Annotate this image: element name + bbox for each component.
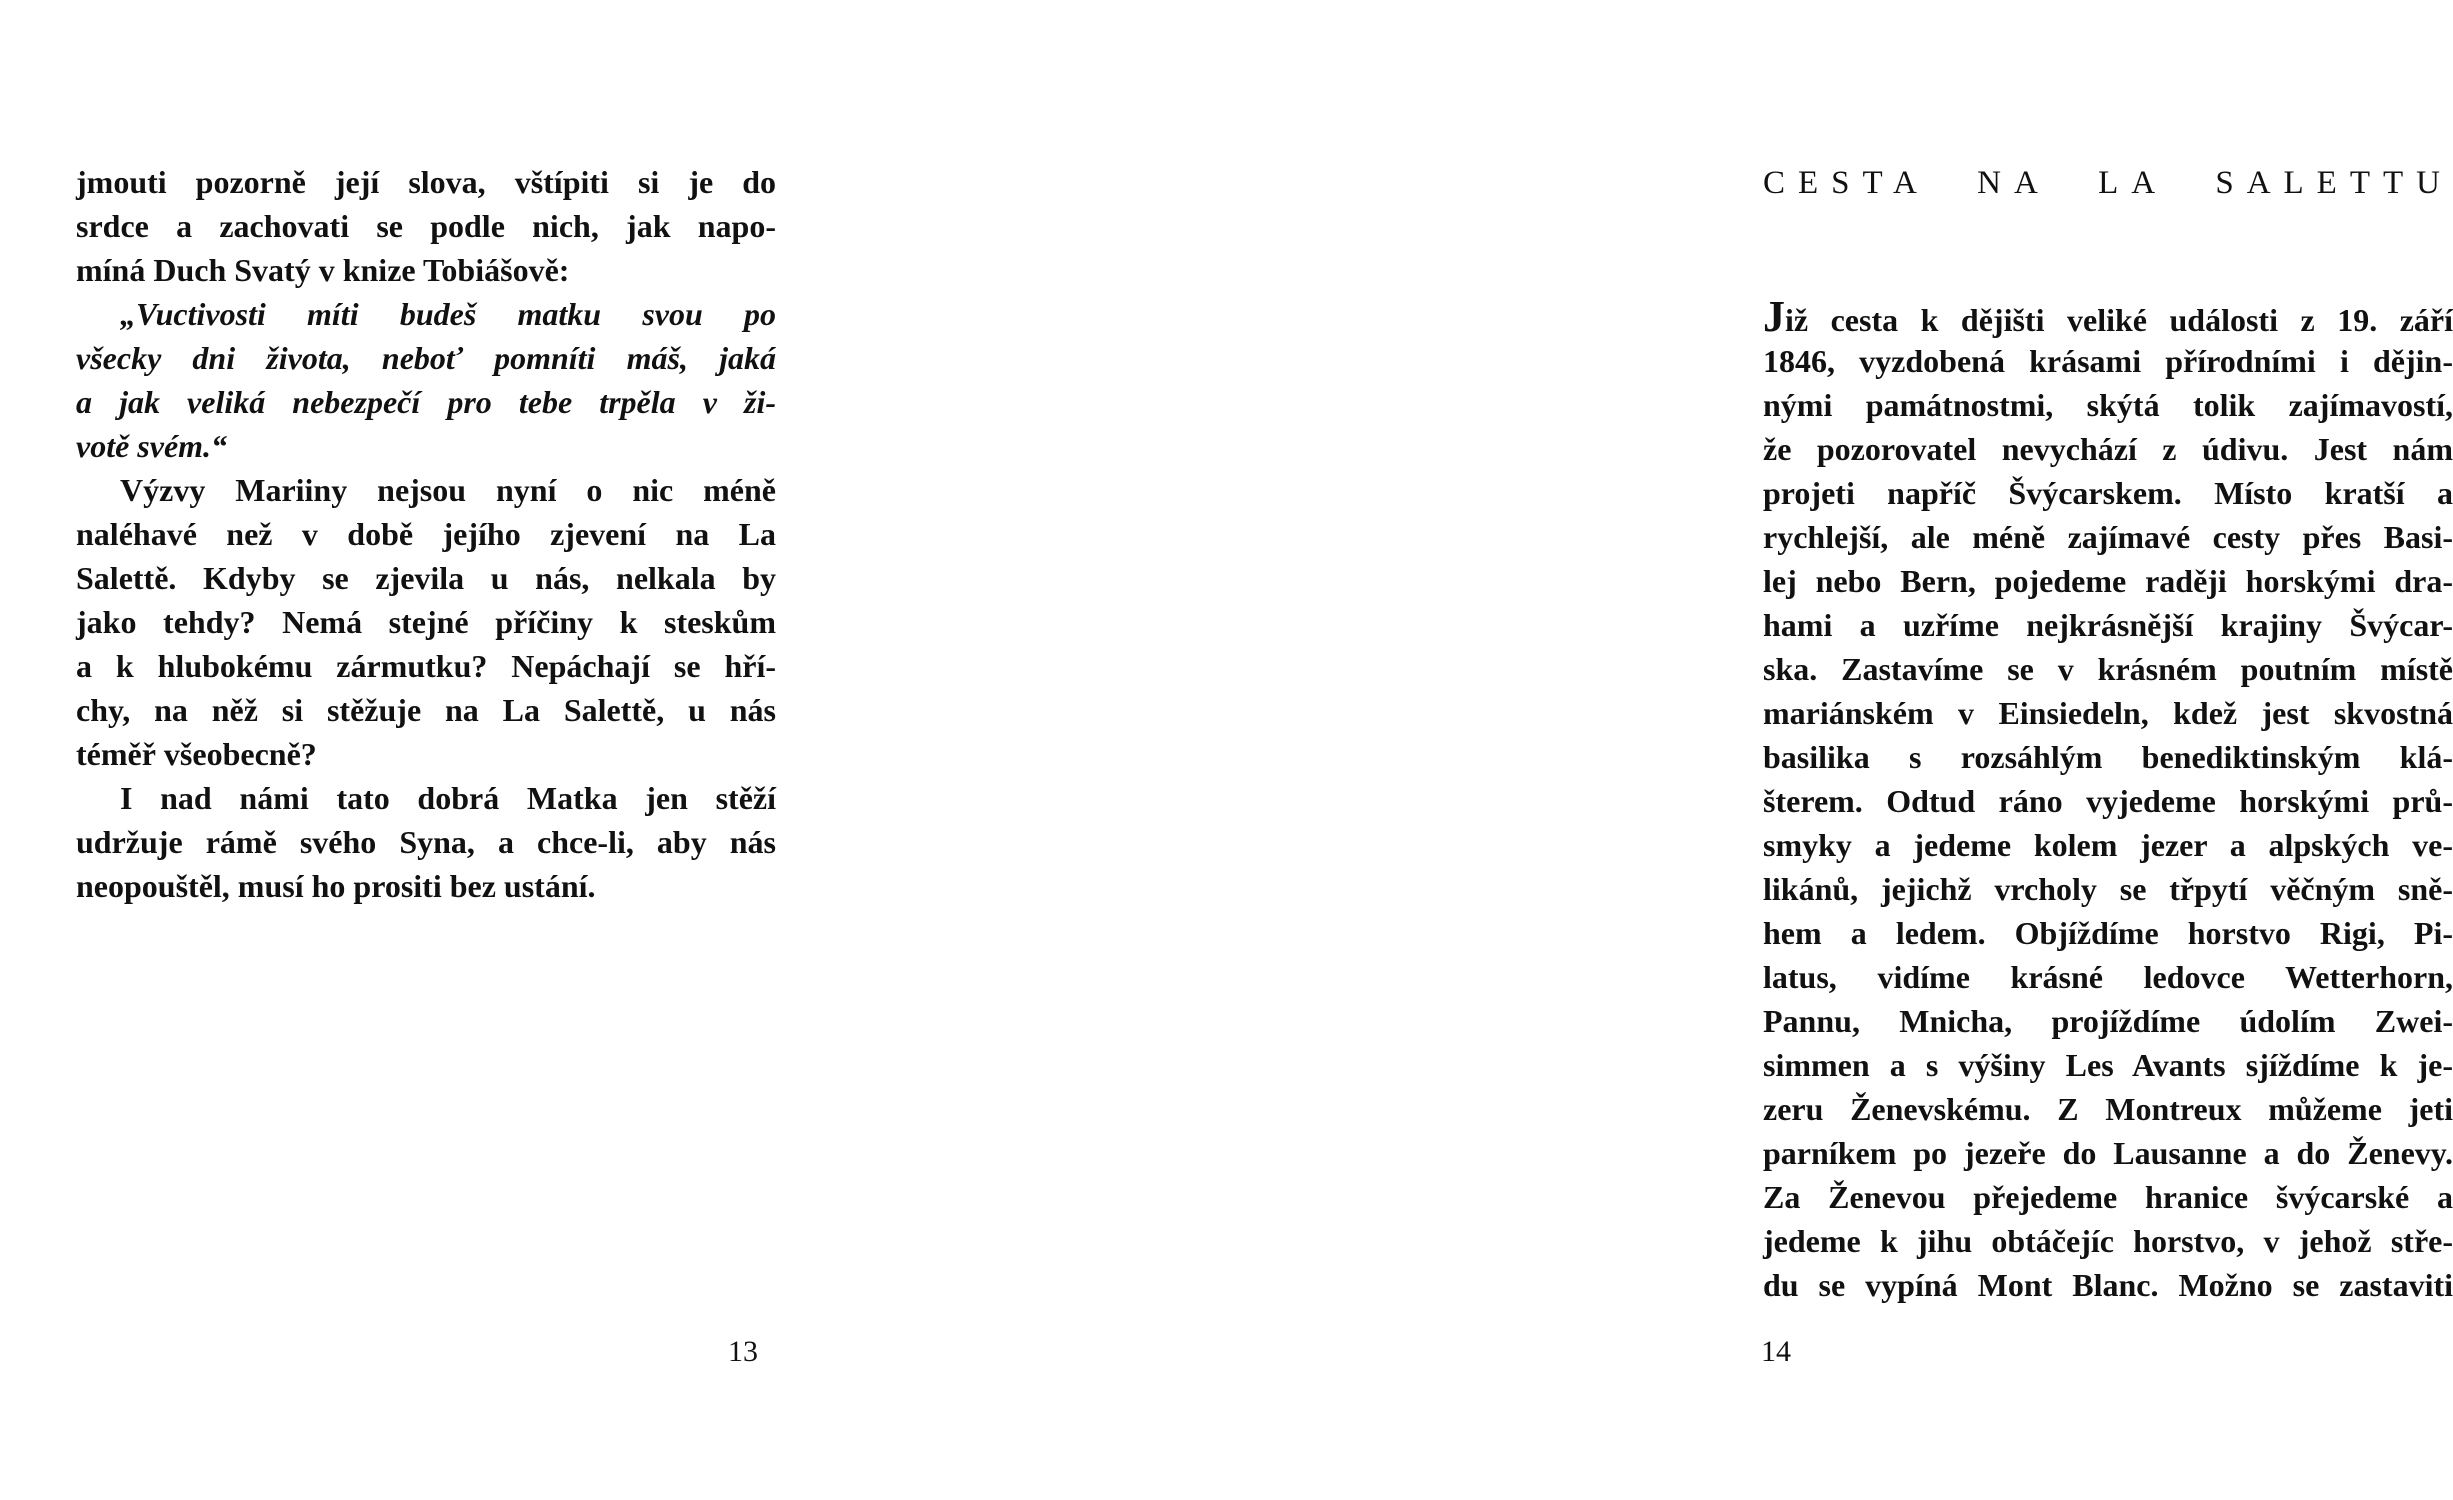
left-page-number: 13 bbox=[728, 1335, 758, 1368]
text-line: lej nebo Bern, pojedeme raději horskými dra- bbox=[1763, 563, 2453, 599]
text-line: jedeme k jihu obtáčejíc horstvo, v jehož stře- bbox=[1763, 1223, 2453, 1259]
first-line-text: iž cesta k dějišti veliké události z 19. září bbox=[1785, 302, 2453, 338]
left-page-text bbox=[76, 160, 776, 908]
text-line: ska. Zastavíme se v krásném poutním místě bbox=[1763, 651, 2453, 687]
text-line: Pannu, Mnicha, projíždíme údolím Zwei- bbox=[1763, 1003, 2453, 1039]
text-line: Salettě. Kdyby se zjevila u nás, nelkala by bbox=[76, 560, 776, 596]
text-line: simmen a s výšiny Les Avants sjíždíme k je- bbox=[1763, 1047, 2453, 1083]
text-line: šterem. Odtud ráno vyjedeme horskými prů- bbox=[1763, 783, 2453, 819]
text-line: zeru Ženevskému. Z Montreux můžeme jeti bbox=[1763, 1091, 2453, 1127]
text-line: všecky dni života, neboť pomníti máš, jaká bbox=[76, 340, 776, 376]
text-line: téměř všeobecně? bbox=[76, 736, 317, 772]
right-page bbox=[840, 0, 2453, 1500]
text-line: likánů, jejichž vrcholy se třpytí věčným sně- bbox=[1763, 871, 2453, 907]
text-line: srdce a zachovati se podle nich, jak napo- bbox=[76, 208, 776, 244]
text-line: „Vuctivosti míti budeš matku svou po bbox=[120, 296, 776, 332]
text-line: rychlejší, ale méně zajímavé cesty přes Basi- bbox=[1763, 519, 2453, 555]
text-line: parníkem po jezeře do Lausanne a do Ženevy. bbox=[1763, 1135, 2453, 1171]
text-line: jmouti pozorně její slova, vštípiti si je do bbox=[76, 164, 776, 200]
text-line: naléhavé než v době jejího zjevení na La bbox=[76, 516, 776, 552]
text-line: smyky a jedeme kolem jezer a alpských ve- bbox=[1763, 827, 2453, 863]
text-line: a jak veliká nebezpečí pro tebe trpěla v ži- bbox=[76, 384, 776, 420]
text-line: mariánském v Einsiedeln, kdež jest skvostná bbox=[1763, 695, 2453, 731]
text-line: neopouštěl, musí ho prositi bez ustání. bbox=[76, 868, 596, 904]
text-line: hem a ledem. Objíždíme horstvo Rigi, Pi- bbox=[1763, 915, 2453, 951]
text-line: chy, na něž si stěžuje na La Salettě, u nás bbox=[76, 692, 776, 728]
text-line: Výzvy Mariiny nejsou nyní o nic méně bbox=[120, 472, 776, 508]
text-line: že pozorovatel nevychází z údivu. Jest nám bbox=[1763, 431, 2453, 467]
right-page-number: 14 bbox=[1761, 1335, 1791, 1368]
text-line: du se vypíná Mont Blanc. Možno se zastaviti bbox=[1763, 1267, 2453, 1303]
text-line: basilika s rozsáhlým benediktinským klá- bbox=[1763, 739, 2453, 775]
text-line: projeti napříč Švýcarskem. Místo kratší a bbox=[1763, 475, 2453, 511]
text-line: I nad námi tato dobrá Matka jen stěží bbox=[120, 780, 776, 816]
chapter-title: CESTA NA LA SALETTU bbox=[1763, 165, 2453, 201]
left-page bbox=[0, 0, 840, 1500]
text-line: latus, vidíme krásné ledovce Wetterhorn, bbox=[1763, 959, 2453, 995]
initial-capital: J bbox=[1763, 292, 1785, 341]
text-line: Za Ženevou přejedeme hranice švýcarské a bbox=[1763, 1179, 2453, 1215]
text-line: nými památnostmi, skýtá tolik zajímavostí, bbox=[1763, 387, 2453, 423]
text-line: udržuje rámě svého Syna, a chce-li, aby nás bbox=[76, 824, 776, 860]
text-line: 1846, vyzdobená krásami přírodními i dějin- bbox=[1763, 343, 2453, 379]
text-line: a k hlubokému zármutku? Nepáchají se hří- bbox=[76, 648, 776, 684]
text-line: hami a uzříme nejkrásnější krajiny Švýcar- bbox=[1763, 607, 2453, 643]
text-line: jako tehdy? Nemá stejné příčiny k steskům bbox=[76, 604, 776, 640]
text-line: votě svém.“ bbox=[76, 428, 228, 464]
right-page-text bbox=[1763, 292, 2453, 1307]
text-line-first bbox=[1763, 292, 2453, 341]
text-line: míná Duch Svatý v knize Tobiášově: bbox=[76, 252, 570, 288]
